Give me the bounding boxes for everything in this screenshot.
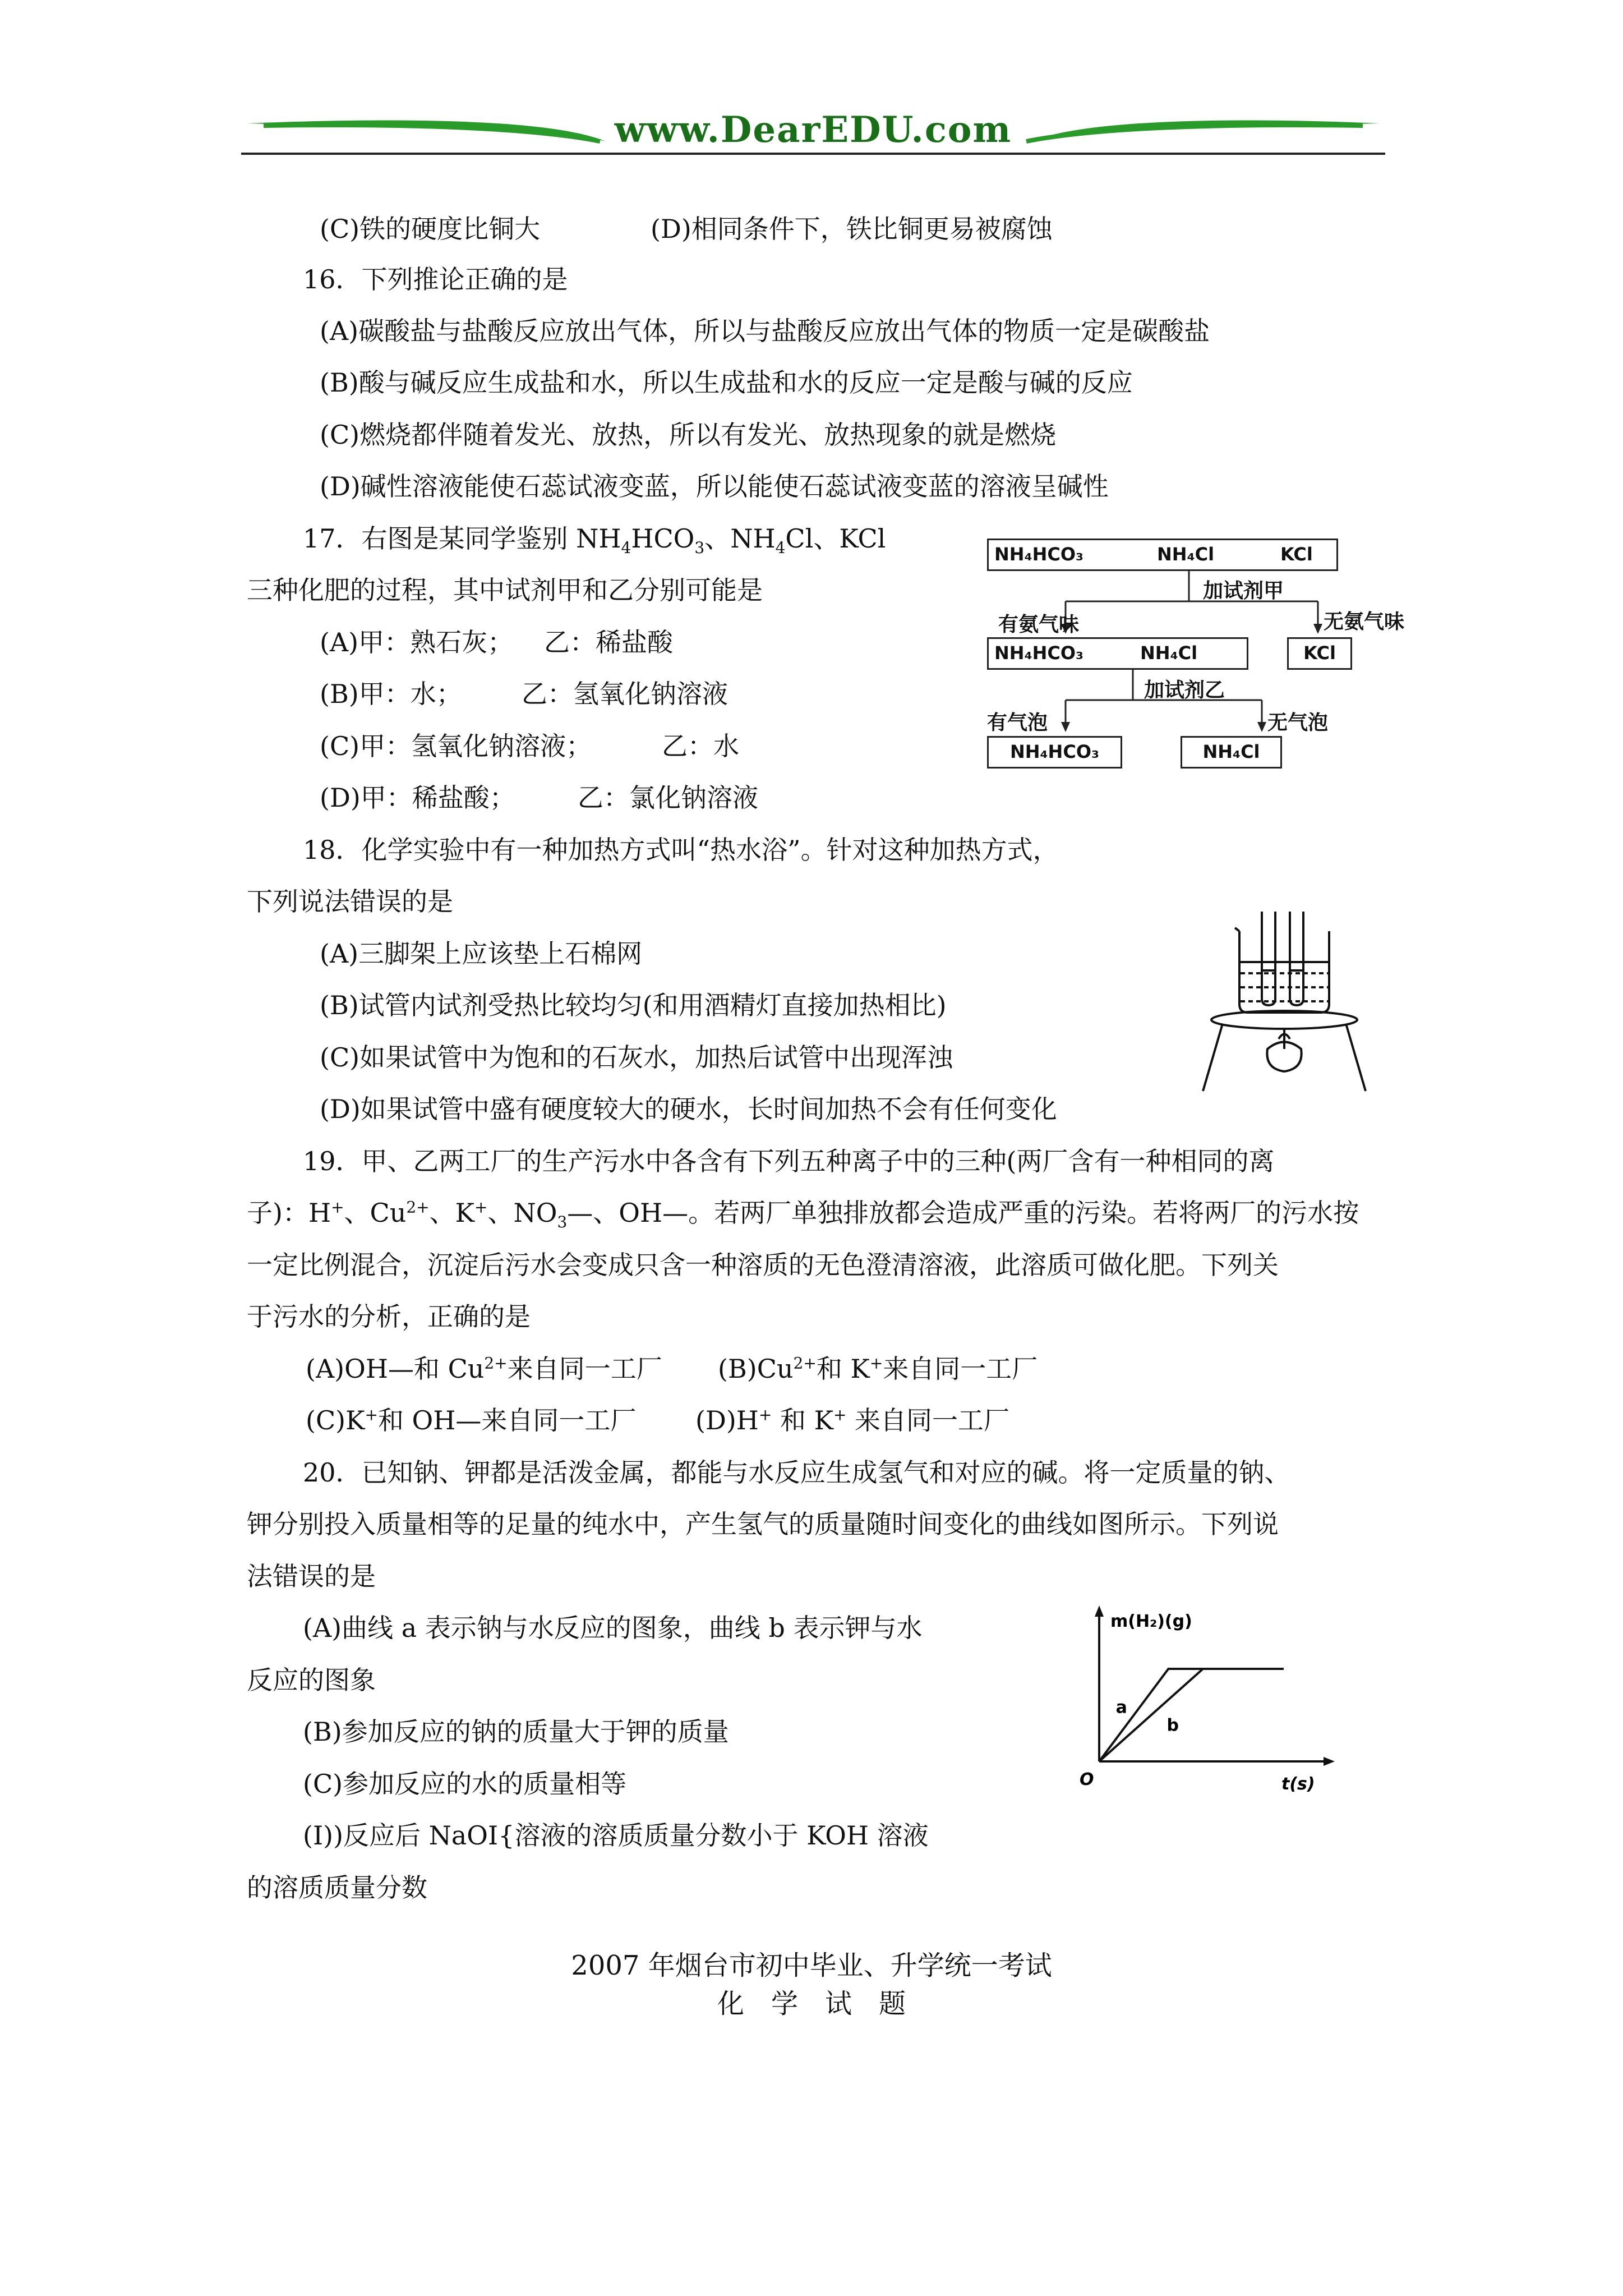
water-bath-apparatus-illustration (1200, 909, 1368, 1094)
q18-stem-line2: 下列说法错误的是 (247, 886, 453, 917)
q18-stem: 18．化学实验中有一种加热方式叫“热水浴”。针对这种加热方式， (303, 835, 1059, 865)
q20-option-c: (C)参加反应的水的质量相等 (303, 1769, 627, 1799)
q19-line4: 于污水的分析，正确的是 (247, 1301, 531, 1332)
series-label-a: a (1115, 1697, 1127, 1718)
q17-option-a: (A)甲：熟石灰； 乙：稀盐酸 (320, 627, 673, 657)
series-label-b: b (1166, 1715, 1179, 1736)
reagent-a-label: 加试剂甲 (1203, 579, 1284, 602)
q19-option-d: (D)H+ 和 K+ 来自同一工厂 (695, 1405, 1010, 1435)
q18-option-a: (A)三脚架上应该垫上石棉网 (320, 938, 643, 969)
diagram-bottom-box-1: NH₄HCO₃ (987, 736, 1122, 769)
q20-line3: 法错误的是 (247, 1561, 376, 1591)
q18-option-d: (D)如果试管中盛有硬度较大的硬水，长时间加热不会有任何变化 (320, 1094, 1057, 1124)
q19-option-a: (A)OH—和 $Cu^{2+}$来自同一工厂 (306, 1354, 662, 1384)
y-axis-arrow (1095, 1605, 1104, 1617)
q18-option-c: (C)如果试管中为饱和的石灰水，加热后试管中出现浑浊 (320, 1042, 953, 1073)
fertilizer-identification-diagram (981, 533, 1405, 785)
diagram-bottom-box-2: NH₄Cl (1181, 736, 1282, 769)
q16-option-b: (B)酸与碱反应生成盐和水，所以生成盐和水的反应一定是酸与碱的反应 (320, 367, 1133, 398)
diagram-top-box: NH₄HCO₃ NH₄Cl KCl (987, 539, 1338, 571)
q20-line1: 20．已知钠、钾都是活泼金属，都能与水反应生成氢气和对应的碱。将一定质量的钠、 (303, 1457, 1290, 1488)
q19-option-c: (C)K+和 OH—来自同一工厂 (306, 1405, 637, 1435)
q19-line3: 一定比例混合，沉淀后污水会变成只含一种溶质的无色澄清溶液，此溶质可做化肥。下列关 (247, 1250, 1279, 1280)
site-url[interactable]: www.DearEDU.com (614, 109, 1012, 151)
q19-line1: 19．甲、乙两工厂的生产污水中各含有下列五种离子中的三种(两厂含有一种相同的离 (303, 1146, 1275, 1176)
q20-line2: 钾分别投入质量相等的足量的纯水中，产生氢气的质量随时间变化的曲线如图所示。下列说 (247, 1509, 1279, 1539)
bubbles-label: 有气泡 (987, 711, 1048, 734)
q19-option-b: $(B)Cu^{2+}$和 K+来自同一工厂 (718, 1354, 1038, 1384)
q15-option-d: (D)相同条件下，铁比铜更易被腐蚀 (651, 214, 1053, 244)
q17-stem: 17．右图是某同学鉴别 $NH_4HCO_3$、$NH_4Cl$、KCl (303, 523, 886, 558)
q15-option-c: (C)铁的硬度比铜大 (320, 214, 541, 244)
q20-option-d: (I))反应后 NaOI{溶液的溶质质量分数小于 KOH 溶液 (303, 1820, 929, 1851)
reagent-b-label: 加试剂乙 (1144, 678, 1225, 702)
q16-stem: 16．下列推论正确的是 (303, 264, 568, 295)
exam-title: 2007 年烟台市初中毕业、升学统一考试 (571, 1950, 1052, 1981)
q20-option-a: (A)曲线 a 表示钠与水反应的图象，曲线 b 表示钾与水 (303, 1613, 923, 1643)
y-axis-label: m(H₂)(g) (1110, 1612, 1192, 1631)
diagram-kcl-box: KCl (1287, 637, 1352, 670)
origin-label: O (1080, 1770, 1094, 1789)
q20-option-b: (B)参加反应的钠的质量大于钾的质量 (303, 1717, 729, 1747)
q20-option-d-line2: 的溶质质量分数 (247, 1872, 427, 1903)
x-axis-label: t(s) (1281, 1774, 1315, 1794)
ammonia-smell-label: 有氨气味 (998, 613, 1080, 636)
series-layer (1099, 1669, 1284, 1761)
q17-stem-line2: 三种化肥的过程，其中试剂甲和乙分别可能是 (247, 575, 763, 605)
q16-option-c: (C)燃烧都伴随着发光、放热，所以有发光、放热现象的就是燃烧 (320, 420, 1057, 450)
q16-option-a: (A)碳酸盐与盐酸反应放出气体，所以与盐酸反应放出气体的物质一定是碳酸盐 (320, 316, 1210, 346)
no-ammonia-smell-label: 无氨气味 (1324, 610, 1405, 633)
q17-option-b: (B)甲：水； 乙：氢氧化钠溶液 (320, 679, 728, 709)
q17-option-c: (C)甲：氢氧化钠溶液； 乙：水 (320, 731, 739, 761)
diagram-middle-box: NH₄HCO₃ NH₄Cl (987, 637, 1248, 670)
q16-option-d: (D)碱性溶液能使石蕊试液变蓝，所以能使石蕊试液变蓝的溶液呈碱性 (320, 471, 1109, 501)
hydrogen-mass-time-chart (1082, 1604, 1335, 1818)
q18-option-b: (B)试管内试剂受热比较均匀(和用酒精灯直接加热相比) (320, 990, 947, 1020)
header-rule (241, 153, 1385, 155)
site-header (241, 107, 1385, 163)
exam-subtitle: 化 学 试 题 (717, 1988, 906, 2019)
q19-line2: 子)：H+、$Cu^{2+}$、K+、$NO_3—$、OH—。若两厂单独排放都会造成严重的污染。若将两厂的污水按 (247, 1198, 1359, 1232)
no-bubbles-label: 无气泡 (1267, 711, 1329, 734)
x-axis-arrow (1324, 1757, 1335, 1766)
q17-option-d: (D)甲：稀盐酸； 乙：氯化钠溶液 (320, 783, 758, 813)
q20-option-a-line2: 反应的图象 (247, 1665, 376, 1695)
